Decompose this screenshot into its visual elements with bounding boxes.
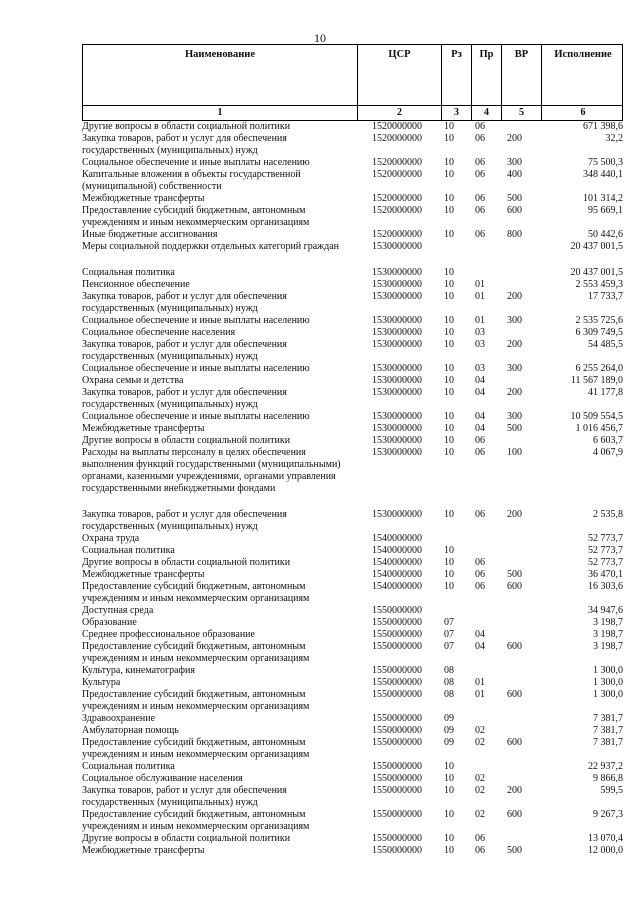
table-row (82, 327, 623, 339)
row-pr: 01 (475, 279, 485, 290)
row-rz: 10 (444, 157, 454, 168)
row-rz: 10 (444, 435, 454, 446)
row-execution: 36 470,1 (588, 569, 623, 580)
row-csr: 1540000000 (372, 533, 422, 544)
row-csr: 1530000000 (372, 387, 422, 398)
row-name: Пенсионное обеспечение (82, 279, 190, 290)
row-execution: 2 535,8 (593, 509, 623, 520)
header-vr: ВР (502, 45, 542, 105)
row-csr: 1550000000 (372, 737, 422, 748)
row-execution: 20 437 001,5 (570, 267, 623, 278)
row-csr: 1520000000 (372, 157, 422, 168)
table-row (82, 291, 623, 315)
row-pr: 06 (475, 845, 485, 856)
row-csr: 1550000000 (372, 761, 422, 772)
row-name: Закупка товаров, работ и услуг для обеспечения государственных (муниципальных) нужд (82, 291, 287, 314)
row-name: Расходы на выплаты персоналу в целях обеспечения выполнения функций государственными (муниципальными) органами, казенными учреждениями, органами управления государственными внебюджетными фондами (82, 447, 341, 494)
row-name: Другие вопросы в области социальной политики (82, 435, 291, 446)
row-csr: 1530000000 (372, 339, 422, 350)
row-csr: 1540000000 (372, 569, 422, 580)
table-row (82, 545, 623, 557)
table-row (82, 375, 623, 387)
row-csr: 1530000000 (372, 315, 422, 326)
row-rz: 10 (444, 761, 454, 772)
row-pr: 03 (475, 327, 485, 338)
column-number: 5 (502, 106, 542, 120)
row-pr: 04 (475, 423, 485, 434)
row-name: Предоставление субсидий бюджетным, автономным учреждениям и иным некоммерческим организациям (82, 641, 310, 664)
row-csr: 1530000000 (372, 291, 422, 302)
row-csr: 1540000000 (372, 545, 422, 556)
row-pr: 01 (475, 315, 485, 326)
row-vr: 500 (507, 193, 522, 204)
row-rz: 10 (444, 509, 454, 520)
row-rz: 09 (444, 737, 454, 748)
row-pr: 06 (475, 581, 485, 592)
row-pr: 02 (475, 785, 485, 796)
row-pr: 06 (475, 133, 485, 144)
row-csr: 1540000000 (372, 557, 422, 568)
row-pr: 04 (475, 387, 485, 398)
table-row (82, 605, 623, 617)
table-row (82, 121, 623, 133)
row-pr: 06 (475, 435, 485, 446)
row-csr: 1530000000 (372, 411, 422, 422)
row-execution: 1 300,0 (593, 665, 623, 676)
table-row (82, 833, 623, 845)
row-execution: 95 669,1 (588, 205, 623, 216)
row-execution: 348 440,1 (583, 169, 623, 180)
row-pr: 06 (475, 157, 485, 168)
row-vr: 200 (507, 291, 522, 302)
row-execution: 599,5 (600, 785, 623, 796)
header-rz: Рз (442, 45, 472, 105)
row-rz: 10 (444, 205, 454, 216)
row-pr: 06 (475, 121, 485, 132)
row-execution: 3 198,7 (593, 617, 623, 628)
row-pr: 06 (475, 229, 485, 240)
row-name: Амбулаторная помощь (82, 725, 179, 736)
row-csr: 1550000000 (372, 713, 422, 724)
row-rz: 10 (444, 773, 454, 784)
row-name: Закупка товаров, работ и услуг для обеспечения государственных (муниципальных) нужд (82, 387, 287, 410)
row-vr: 600 (507, 641, 522, 652)
table-row (82, 677, 623, 689)
row-pr: 04 (475, 375, 485, 386)
row-rz: 10 (444, 557, 454, 568)
table-row (82, 761, 623, 773)
row-name: Социальная политика (82, 545, 175, 556)
row-rz: 10 (444, 193, 454, 204)
row-pr: 04 (475, 411, 485, 422)
header-name: Наименование (83, 45, 358, 105)
row-pr: 03 (475, 339, 485, 350)
row-csr: 1520000000 (372, 205, 422, 216)
row-pr: 06 (475, 509, 485, 520)
row-csr: 1540000000 (372, 581, 422, 592)
row-name: Социальное обеспечение и иные выплаты населению (82, 363, 310, 374)
row-execution: 13 070,4 (588, 833, 623, 844)
row-csr: 1550000000 (372, 725, 422, 736)
table-row (82, 845, 623, 857)
row-csr: 1520000000 (372, 229, 422, 240)
row-rz: 10 (444, 845, 454, 856)
row-pr: 01 (475, 677, 485, 688)
row-pr: 06 (475, 169, 485, 180)
row-rz: 09 (444, 725, 454, 736)
row-name: Закупка товаров, работ и услуг для обеспечения государственных (муниципальных) нужд (82, 509, 287, 532)
row-csr: 1530000000 (372, 267, 422, 278)
row-pr: 01 (475, 689, 485, 700)
table-header (82, 44, 623, 105)
row-name: Меры социальной поддержки отдельных категорий граждан (82, 241, 339, 252)
row-execution: 9 267,3 (593, 809, 623, 820)
row-name: Межбюджетные трансферты (82, 845, 205, 856)
row-name: Социальное обеспечение населения (82, 327, 236, 338)
row-execution: 6 603,7 (593, 435, 623, 446)
row-pr: 04 (475, 641, 485, 652)
row-name: Капитальные вложения в объекты государственной (муниципальной) собственности (82, 169, 301, 192)
row-csr: 1530000000 (372, 423, 422, 434)
row-execution: 101 314,2 (583, 193, 623, 204)
row-name: Социальное обслуживание населения (82, 773, 243, 784)
row-rz: 08 (444, 689, 454, 700)
row-csr: 1550000000 (372, 641, 422, 652)
row-rz: 10 (444, 339, 454, 350)
row-vr: 500 (507, 845, 522, 856)
table-row (82, 641, 623, 665)
row-name: Другие вопросы в области социальной политики (82, 557, 291, 568)
row-vr: 200 (507, 133, 522, 144)
row-name: Доступная среда (82, 605, 154, 616)
row-execution: 75 500,3 (588, 157, 623, 168)
row-csr: 1530000000 (372, 241, 422, 252)
table-row (82, 205, 623, 229)
table-row (82, 241, 623, 253)
table-row (82, 737, 623, 761)
row-csr: 1550000000 (372, 677, 422, 688)
table-row (82, 629, 623, 641)
row-rz: 07 (444, 629, 454, 640)
column-number: 1 (83, 106, 358, 120)
table-row (82, 411, 623, 423)
row-csr: 1550000000 (372, 689, 422, 700)
row-execution: 50 442,6 (588, 229, 623, 240)
row-pr: 02 (475, 725, 485, 736)
row-csr: 1550000000 (372, 785, 422, 796)
blank-row (82, 495, 623, 509)
row-execution: 7 381,7 (593, 725, 623, 736)
row-name: Межбюджетные трансферты (82, 569, 205, 580)
row-vr: 600 (507, 205, 522, 216)
row-execution: 52 773,7 (588, 557, 623, 568)
row-rz: 10 (444, 169, 454, 180)
row-csr: 1530000000 (372, 327, 422, 338)
table-row (82, 157, 623, 169)
table-row (82, 557, 623, 569)
row-csr: 1520000000 (372, 121, 422, 132)
table-row (82, 133, 623, 157)
table-row (82, 773, 623, 785)
row-vr: 600 (507, 809, 522, 820)
row-csr: 1550000000 (372, 833, 422, 844)
row-execution: 54 485,5 (588, 339, 623, 350)
row-rz: 10 (444, 291, 454, 302)
row-csr: 1530000000 (372, 279, 422, 290)
table-row (82, 387, 623, 411)
row-execution: 2 535 725,6 (575, 315, 623, 326)
table-row (82, 267, 623, 279)
row-name: Социальная политика (82, 761, 175, 772)
table-row (82, 785, 623, 809)
row-rz: 10 (444, 387, 454, 398)
table-row (82, 665, 623, 677)
row-vr: 200 (507, 387, 522, 398)
row-name: Охрана семьи и детства (82, 375, 184, 386)
row-execution: 7 381,7 (593, 737, 623, 748)
row-csr: 1530000000 (372, 447, 422, 458)
row-execution: 2 553 459,3 (575, 279, 623, 290)
row-execution: 16 303,6 (588, 581, 623, 592)
row-vr: 500 (507, 569, 522, 580)
table-row (82, 533, 623, 545)
row-vr: 100 (507, 447, 522, 458)
row-rz: 10 (444, 569, 454, 580)
row-pr: 06 (475, 205, 485, 216)
row-vr: 300 (507, 315, 522, 326)
row-name: Предоставление субсидий бюджетным, автономным учреждениям и иным некоммерческим организациям (82, 689, 310, 712)
row-execution: 10 509 554,5 (570, 411, 623, 422)
row-name: Среднее профессиональное образование (82, 629, 255, 640)
row-csr: 1520000000 (372, 169, 422, 180)
row-name: Культура (82, 677, 121, 688)
row-execution: 1 300,0 (593, 689, 623, 700)
row-pr: 02 (475, 773, 485, 784)
row-name: Предоставление субсидий бюджетным, автономным учреждениям и иным некоммерческим организациям (82, 737, 310, 760)
row-execution: 9 866,8 (593, 773, 623, 784)
row-vr: 600 (507, 581, 522, 592)
row-rz: 10 (444, 229, 454, 240)
row-name: Здравоохранение (82, 713, 156, 724)
row-execution: 1 300,0 (593, 677, 623, 688)
row-name: Закупка товаров, работ и услуг для обеспечения государственных (муниципальных) нужд (82, 339, 287, 362)
row-vr: 800 (507, 229, 522, 240)
table-row (82, 689, 623, 713)
row-pr: 02 (475, 737, 485, 748)
row-rz: 07 (444, 617, 454, 628)
row-execution: 17 733,7 (588, 291, 623, 302)
row-vr: 200 (507, 339, 522, 350)
row-execution: 3 198,7 (593, 641, 623, 652)
row-rz: 10 (444, 581, 454, 592)
row-rz: 10 (444, 833, 454, 844)
row-rz: 09 (444, 713, 454, 724)
row-execution: 52 773,7 (588, 545, 623, 556)
row-rz: 10 (444, 375, 454, 386)
row-execution: 20 437 001,5 (570, 241, 623, 252)
row-execution: 41 177,8 (588, 387, 623, 398)
row-execution: 12 000,0 (588, 845, 623, 856)
column-number: 3 (442, 106, 472, 120)
table-row (82, 809, 623, 833)
row-csr: 1550000000 (372, 629, 422, 640)
row-csr: 1530000000 (372, 363, 422, 374)
row-name: Другие вопросы в области социальной политики (82, 833, 291, 844)
table-row (82, 193, 623, 205)
row-name: Межбюджетные трансферты (82, 193, 205, 204)
blank-row (82, 253, 623, 267)
row-name: Межбюджетные трансферты (82, 423, 205, 434)
row-execution: 52 773,7 (588, 533, 623, 544)
row-pr: 02 (475, 809, 485, 820)
table-row (82, 435, 623, 447)
row-execution: 34 947,6 (588, 605, 623, 616)
row-name: Культура, кинематография (82, 665, 195, 676)
row-vr: 400 (507, 169, 522, 180)
row-rz: 10 (444, 267, 454, 278)
row-rz: 10 (444, 121, 454, 132)
row-pr: 06 (475, 447, 485, 458)
row-csr: 1530000000 (372, 435, 422, 446)
row-pr: 06 (475, 833, 485, 844)
row-rz: 10 (444, 327, 454, 338)
row-name: Социальное обеспечение и иные выплаты населению (82, 411, 310, 422)
row-vr: 200 (507, 509, 522, 520)
row-name: Охрана труда (82, 533, 140, 544)
row-rz: 10 (444, 545, 454, 556)
table-row (82, 713, 623, 725)
row-vr: 600 (507, 689, 522, 700)
row-execution: 22 937,2 (588, 761, 623, 772)
row-pr: 03 (475, 363, 485, 374)
row-pr: 06 (475, 193, 485, 204)
table-row (82, 279, 623, 291)
header-execution: Исполнение (554, 49, 612, 60)
row-csr: 1550000000 (372, 809, 422, 820)
row-execution: 11 567 189,0 (570, 375, 623, 386)
row-csr: 1530000000 (372, 375, 422, 386)
row-csr: 1550000000 (372, 665, 422, 676)
budget-table (82, 44, 623, 857)
table-row (82, 569, 623, 581)
row-vr: 200 (507, 785, 522, 796)
row-vr: 500 (507, 423, 522, 434)
table-row (82, 447, 623, 495)
row-vr: 300 (507, 411, 522, 422)
row-pr: 01 (475, 291, 485, 302)
table-row (82, 509, 623, 533)
row-vr: 600 (507, 737, 522, 748)
row-csr: 1550000000 (372, 617, 422, 628)
row-execution: 4 067,9 (593, 447, 623, 458)
row-execution: 3 198,7 (593, 629, 623, 640)
row-execution: 1 016 456,7 (575, 423, 623, 434)
table-row (82, 339, 623, 363)
row-name: Предоставление субсидий бюджетным, автономным учреждениям и иным некоммерческим организациям (82, 581, 310, 604)
row-name: Социальное обеспечение и иные выплаты населению (82, 157, 310, 168)
table-row (82, 581, 623, 605)
table-row (82, 169, 623, 193)
row-rz: 07 (444, 641, 454, 652)
header-pr: Пр (472, 45, 502, 105)
row-pr: 04 (475, 629, 485, 640)
row-execution: 32,2 (605, 133, 623, 144)
row-csr: 1550000000 (372, 605, 422, 616)
row-vr: 300 (507, 363, 522, 374)
row-rz: 10 (444, 279, 454, 290)
row-csr: 1520000000 (372, 193, 422, 204)
row-rz: 08 (444, 677, 454, 688)
row-execution: 6 309 749,5 (575, 327, 623, 338)
row-name: Иные бюджетные ассигнования (82, 229, 218, 240)
row-rz: 10 (444, 133, 454, 144)
row-csr: 1550000000 (372, 773, 422, 784)
row-rz: 10 (444, 423, 454, 434)
table-body (82, 121, 623, 857)
column-number: 6 (580, 107, 586, 118)
row-name: Социальная политика (82, 267, 175, 278)
row-rz: 10 (444, 447, 454, 458)
row-name: Предоставление субсидий бюджетным, автономным учреждениям и иным некоммерческим организациям (82, 205, 310, 228)
row-name: Предоставление субсидий бюджетным, автономным учреждениям и иным некоммерческим организациям (82, 809, 310, 832)
column-number: 4 (472, 106, 502, 120)
column-number-row (82, 105, 623, 121)
row-pr: 06 (475, 557, 485, 568)
table-row (82, 229, 623, 241)
row-vr: 300 (507, 157, 522, 168)
row-rz: 10 (444, 785, 454, 796)
row-csr: 1520000000 (372, 133, 422, 144)
row-name: Образование (82, 617, 137, 628)
row-csr: 1550000000 (372, 845, 422, 856)
row-rz: 08 (444, 665, 454, 676)
row-rz: 10 (444, 363, 454, 374)
row-execution: 7 381,7 (593, 713, 623, 724)
row-execution: 6 255 264,0 (575, 363, 623, 374)
row-name: Социальное обеспечение и иные выплаты населению (82, 315, 310, 326)
table-row (82, 423, 623, 435)
row-csr: 1530000000 (372, 509, 422, 520)
column-number: 2 (358, 106, 442, 120)
row-rz: 10 (444, 315, 454, 326)
table-row (82, 725, 623, 737)
table-row (82, 315, 623, 327)
row-pr: 06 (475, 569, 485, 580)
table-row (82, 363, 623, 375)
page-number: 10 (314, 31, 326, 45)
row-execution: 671 398,6 (583, 121, 623, 132)
row-name: Другие вопросы в области социальной политики (82, 121, 291, 132)
row-rz: 10 (444, 411, 454, 422)
table-row (82, 617, 623, 629)
header-csr: ЦСР (358, 45, 442, 105)
row-rz: 10 (444, 809, 454, 820)
row-name: Закупка товаров, работ и услуг для обеспечения государственных (муниципальных) нужд (82, 785, 287, 808)
row-name: Закупка товаров, работ и услуг для обеспечения государственных (муниципальных) нужд (82, 133, 287, 156)
